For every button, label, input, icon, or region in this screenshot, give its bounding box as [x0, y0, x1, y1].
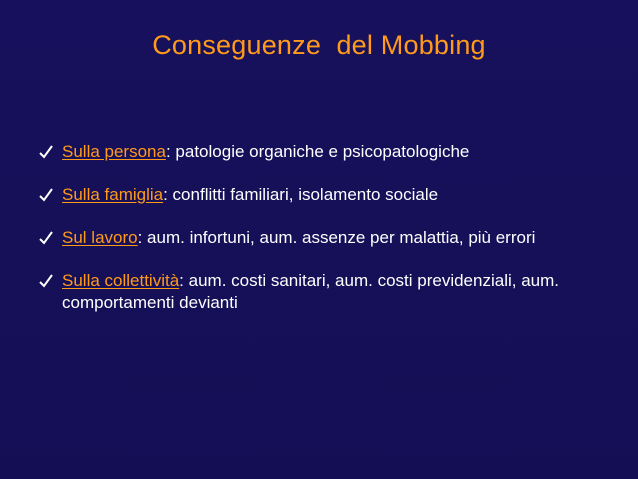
checkmark-icon — [38, 270, 56, 292]
bullet-list — [38, 141, 618, 335]
bullet-item — [38, 227, 618, 249]
checkmark-icon — [38, 227, 56, 249]
bullet-item — [38, 270, 618, 314]
checkmark-icon — [38, 184, 56, 206]
bullet-text: : aum. infortuni, aum. assenze per malattia, più errori — [137, 228, 536, 247]
bullet-term: Sulla persona — [62, 142, 166, 161]
bullet-term: Sulla famiglia — [62, 185, 164, 204]
bullet-term: Sulla collettività — [62, 271, 180, 290]
bullet-item — [38, 141, 618, 163]
slide-title: Conseguenze del Mobbing — [152, 30, 486, 60]
bullet-term: Sul lavoro — [62, 228, 138, 247]
checkmark-icon — [38, 141, 56, 163]
bullet-text: : conflitti familiari, isolamento sociale — [163, 185, 439, 204]
bullet-text: : aum. costi sanitari, aum. costi previdenziali, aum. comportamenti devianti — [62, 271, 559, 312]
bullet-text: : patologie organiche e psicopatologiche — [165, 142, 470, 161]
bullet-item — [38, 184, 618, 206]
